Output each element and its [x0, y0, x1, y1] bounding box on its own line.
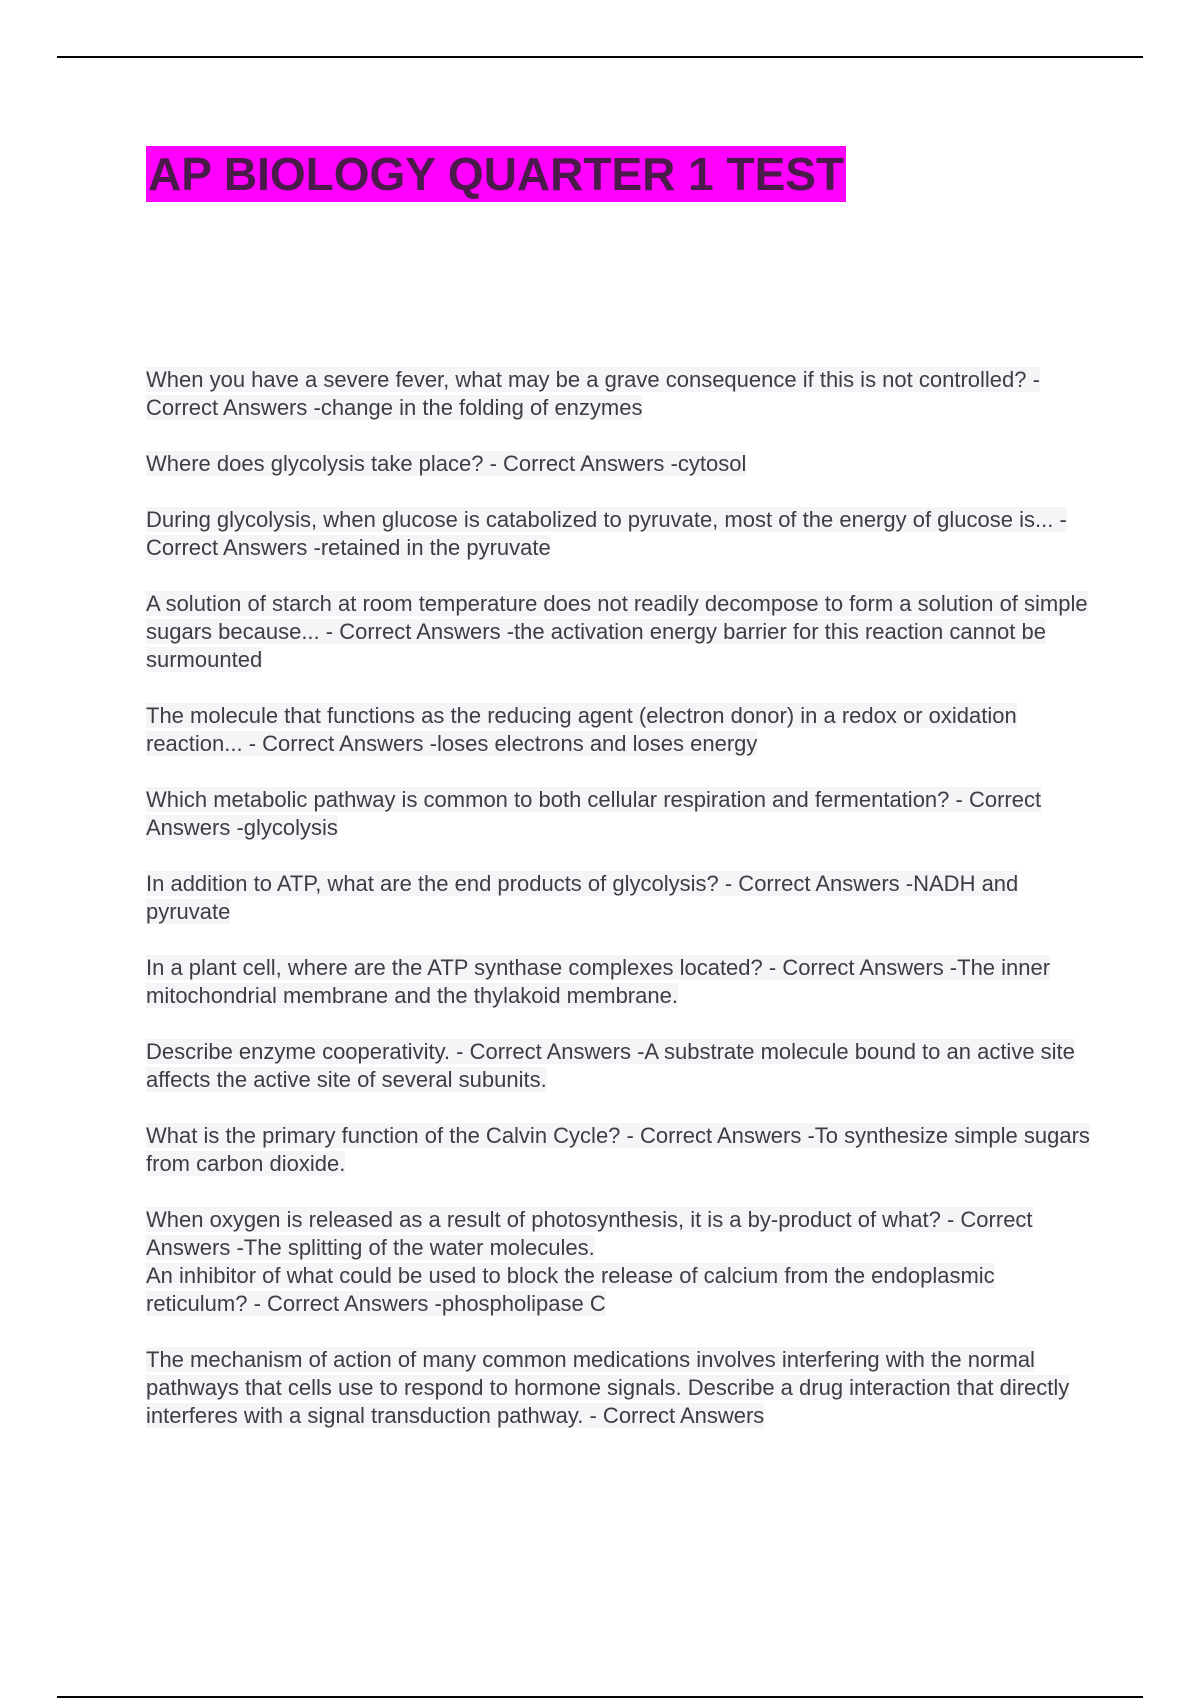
qa-text: A solution of starch at room temperature does not readily decompose to form a solution of simple sugars because... - Correct Answers -the activation energy barrier for this reaction cannot be surmounted — [146, 591, 1088, 672]
qa-item — [146, 590, 1096, 674]
bottom-rule — [57, 1696, 1143, 1698]
qa-item — [146, 870, 1096, 926]
qa-text: Describe enzyme cooperativity. - Correct Answers -A substrate molecule bound to an active site affects the active site of several subunits. — [146, 1039, 1075, 1092]
qa-text: Which metabolic pathway is common to both cellular respiration and fermentation? - Correct Answers -glycolysis — [146, 787, 1042, 840]
qa-text: The molecule that functions as the reducing agent (electron donor) in a redox or oxidation reaction... - Correct Answers -loses electrons and loses energy — [146, 703, 1017, 756]
qa-text: In a plant cell, where are the ATP synthase complexes located? - Correct Answers -The inner mitochondrial membrane and the thylakoid membrane. — [146, 955, 1051, 1008]
qa-text: An inhibitor of what could be used to block the release of calcium from the endoplasmic reticulum? - Correct Answers -phospholipase C — [146, 1263, 995, 1316]
qa-list — [146, 366, 1096, 1458]
qa-text: The mechanism of action of many common medications involves interfering with the normal pathways that cells use to respond to hormone signals. Describe a drug interaction that directly interferes with a signal transduction pathway. - Correct Answers — [146, 1347, 1070, 1428]
qa-text: When you have a severe fever, what may be a grave consequence if this is not controlled? - Correct Answers -change in the folding of enzymes — [146, 367, 1040, 420]
qa-item — [146, 702, 1096, 758]
qa-item — [146, 1206, 1096, 1262]
qa-item — [146, 954, 1096, 1010]
qa-item — [146, 1122, 1096, 1178]
qa-item — [146, 450, 1096, 478]
qa-item — [146, 1346, 1096, 1430]
top-rule — [57, 56, 1143, 58]
qa-item — [146, 1038, 1096, 1094]
title-block — [146, 146, 846, 202]
qa-text: When oxygen is released as a result of photosynthesis, it is a by-product of what? - Correct Answers -The splitting of the water molecules. — [146, 1207, 1033, 1260]
qa-item — [146, 506, 1096, 562]
page-title: AP BIOLOGY QUARTER 1 TEST — [148, 148, 845, 200]
qa-text: In addition to ATP, what are the end products of glycolysis? - Correct Answers -NADH and pyruvate — [146, 871, 1019, 924]
qa-text: Where does glycolysis take place? - Correct Answers -cytosol — [146, 451, 747, 476]
qa-text: During glycolysis, when glucose is catabolized to pyruvate, most of the energy of glucose is... - Correct Answers -retained in the pyruvate — [146, 507, 1067, 560]
qa-item — [146, 366, 1096, 422]
qa-text: What is the primary function of the Calvin Cycle? - Correct Answers -To synthesize simple sugars from carbon dioxide. — [146, 1123, 1090, 1176]
qa-item — [146, 1262, 1096, 1318]
qa-item — [146, 786, 1096, 842]
